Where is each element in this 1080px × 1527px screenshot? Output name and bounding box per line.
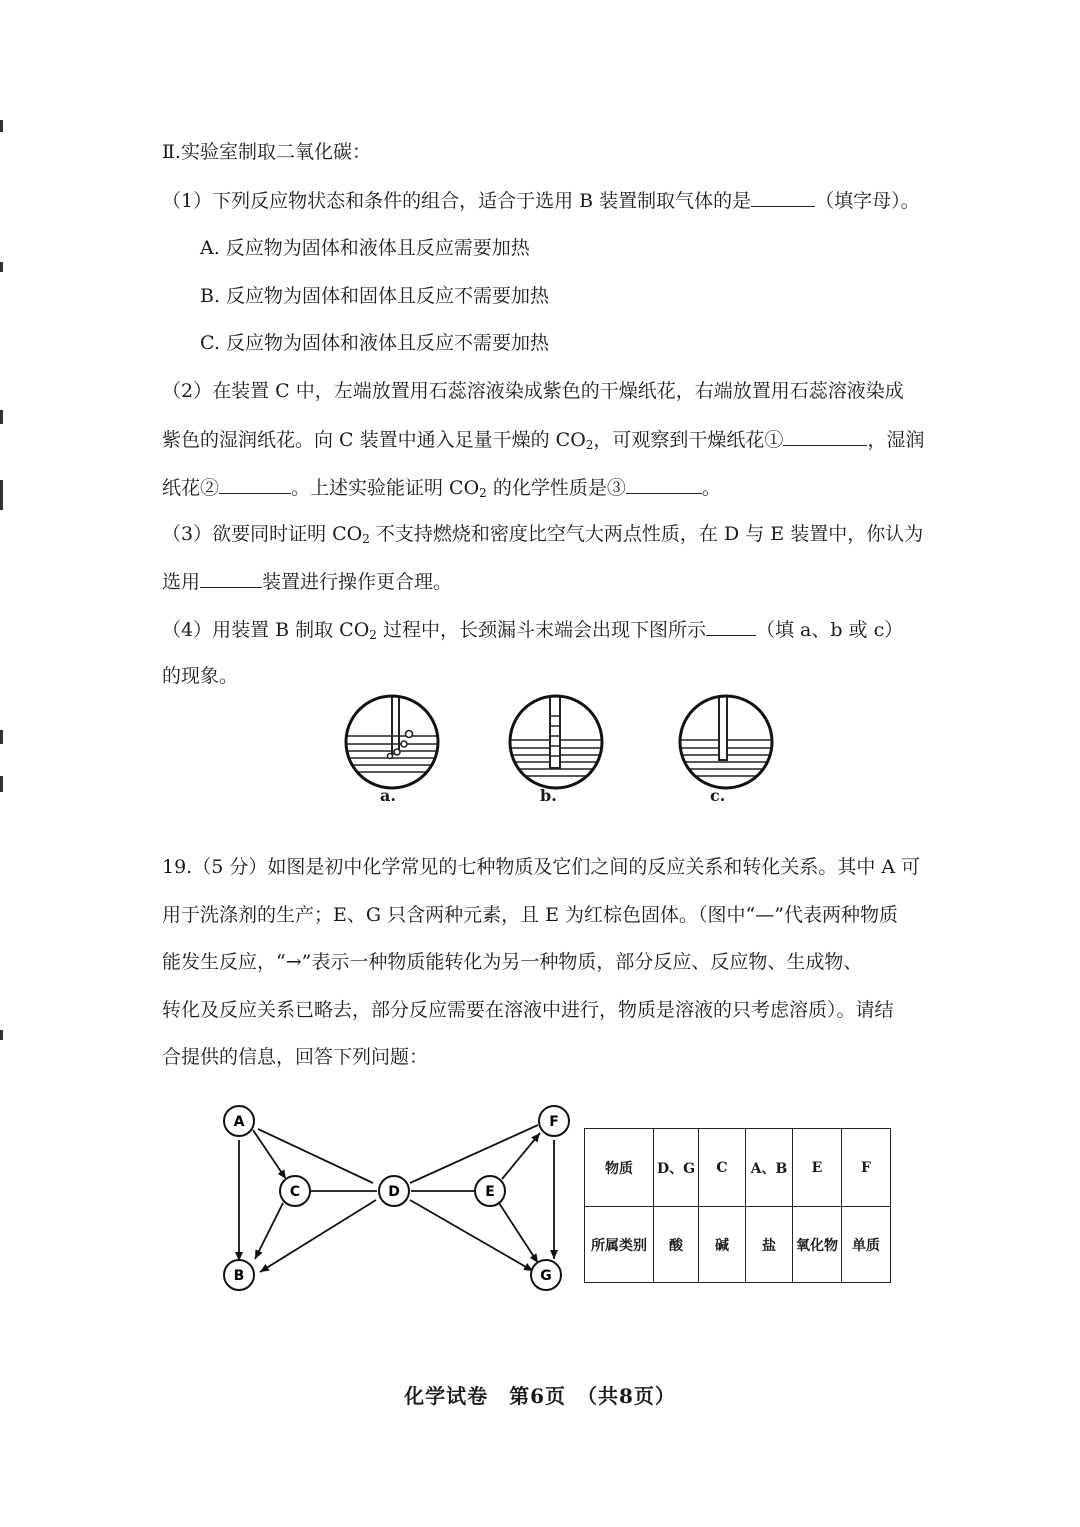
subscript: 2 [362,532,370,546]
figure-label-c: c. [710,786,726,805]
node-label-d: D [388,1184,400,1200]
substance-relation-diagram [210,1095,580,1295]
q19-line-2: 用于洗涤剂的生产；E、G 只含两种元素，且 E 为红棕色固体。（图中“—”代表两种物质 [162,904,898,926]
q1-option-a: A. 反应物为固体和液体且反应需要加热 [200,237,530,259]
answer-blank[interactable] [706,615,756,636]
q4-text: （填 a、b 或 c） [755,619,904,641]
q4-text: （4）用装置 B 制取 CO [162,619,370,641]
q3-text: （3）欲要同时证明 CO [162,523,363,545]
funnel-figure-a [342,692,442,792]
q19-line-4: 转化及反应关系已略去，部分反应需要在溶液中进行，物质是溶液的只考虑溶质）。请结 [162,999,894,1021]
edge-e-f [502,1133,540,1179]
table-cell: C [699,1129,746,1207]
table-cell: 单质 [842,1207,891,1283]
table-cell: 所属类别 [585,1207,654,1283]
node-label-c: C [289,1184,301,1200]
table-cell: E [793,1129,842,1207]
scan-edge-mark [0,730,3,744]
scan-edge-mark [0,262,3,272]
question-4-line-2: 的现象。 [162,665,239,687]
subscript: 2 [479,486,487,500]
q2-text: 的化学性质是③ [486,477,626,499]
q3-text: 不支持燃烧和密度比空气大两点性质，在 D 与 E 装置中，你认为 [369,523,924,545]
table-cell: 酸 [654,1207,699,1283]
table-cell: 碱 [699,1207,746,1283]
q1-tail-text: （填字母）。 [815,190,920,212]
q2-text: ，可观察到干燥纸花① [593,429,784,451]
q2-text: 紫色的湿润纸花。向 C 装置中通入足量干燥的 CO [162,429,586,451]
scan-edge-mark [0,776,3,792]
question-3-line-1 [162,520,923,553]
edge-c-b [255,1203,283,1259]
answer-blank-3[interactable] [626,473,702,494]
funnel-figure-c [676,692,776,792]
table-cell: 盐 [746,1207,793,1283]
node-c [280,1176,310,1206]
question-4-line-1 [162,615,903,649]
table-cell: 氧化物 [793,1207,842,1283]
node-label-a: A [233,1114,245,1130]
node-e [475,1176,505,1206]
classification-table [584,1128,891,1283]
q2-text: 。 [701,477,721,499]
q1-option-c: C. 反应物为固体和液体且反应不需要加热 [200,332,549,354]
q19-line-1: 19.（5 分）如图是初中化学常见的七种物质及它们之间的反应关系和转化关系。其中 A 可 [162,856,921,878]
q19-line-3: 能发生反应，“→”表示一种物质能转化为另一种物质，部分反应、反应物、生成物、 [162,951,863,973]
node-label-g: G [540,1268,552,1284]
question-2-line-2 [162,425,924,459]
scan-edge-mark [0,410,3,424]
question-2-line-1: （2）在装置 C 中，左端放置用石蕊溶液染成紫色的干燥纸花，右端放置用石蕊溶液染成 [162,380,904,402]
q1-stem-text: （1）下列反应物状态和条件的组合，适合于选用 B 装置制取气体的是 [162,190,752,212]
q4-text: 过程中，长颈漏斗末端会出现下图所示 [376,619,706,641]
subscript: 2 [369,628,377,642]
table-cell: A、B [746,1129,793,1207]
node-g [531,1260,561,1290]
figure-label-a: a. [380,786,396,805]
question-1-stem [162,186,920,215]
scan-edge-mark [0,120,3,132]
section-title: Ⅱ.实验室制取二氧化碳： [162,141,371,163]
answer-blank[interactable] [200,567,262,588]
node-d [379,1176,409,1206]
node-label-b: B [233,1268,245,1284]
edge-d-f [410,1125,538,1183]
figure-label-b: b. [540,786,557,805]
page-footer: 化学试卷 第6页 （共8页） [404,1384,676,1408]
edge-a-c [253,1130,286,1179]
edge-d-b [260,1200,376,1272]
table-row [585,1129,891,1207]
edge-d-g [410,1200,533,1271]
node-label-f: F [549,1114,559,1130]
q1-option-b: B. 反应物为固体和固体且反应不需要加热 [200,285,550,307]
q2-text: 纸花② [162,477,220,499]
node-label-e: E [485,1184,495,1200]
table-row [585,1207,891,1283]
node-a [224,1106,254,1136]
node-b [224,1260,254,1290]
edge-a-d [258,1129,373,1183]
answer-blank-2[interactable] [219,473,291,494]
q2-text: ，湿润 [867,429,925,451]
scan-edge-mark [0,480,3,510]
funnel-figure-b [506,692,606,792]
scan-edge-mark [0,1030,3,1040]
answer-blank-1[interactable] [783,425,867,446]
node-f [539,1106,569,1136]
question-3-line-2 [162,567,452,596]
table-cell: 物质 [585,1129,654,1207]
subscript: 2 [585,438,594,452]
q19-line-5: 合提供的信息，回答下列问题： [162,1046,429,1068]
q3-text: 装置进行操作更合理。 [262,571,453,593]
table-cell: F [842,1129,891,1207]
question-2-line-3 [162,473,721,507]
q2-text: 。上述实验能证明 CO [291,477,480,499]
answer-blank[interactable] [751,186,815,207]
q3-text: 选用 [162,571,201,593]
table-cell: D、G [654,1129,699,1207]
